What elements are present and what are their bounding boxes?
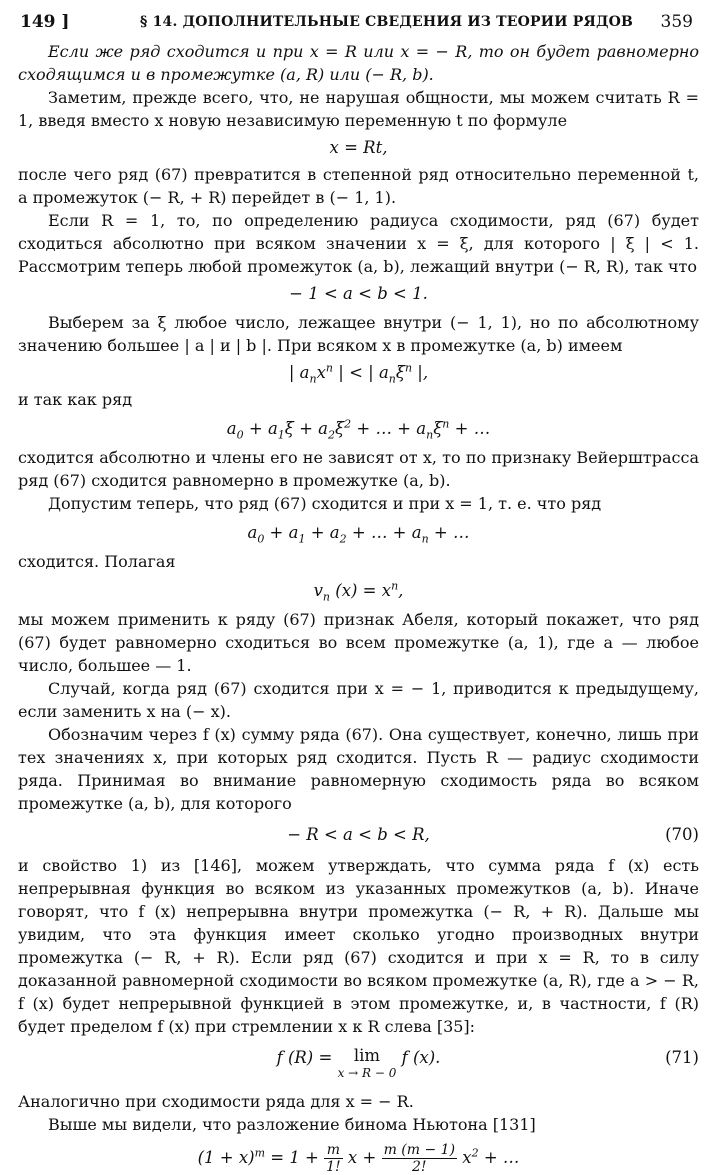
- paragraph: и так как ряд: [18, 390, 133, 409]
- paragraph: сходится абсолютно и члены его не зависят от x, то по признаку Вейерштрасса ряд (67) сходится равномерно в промежутке (a, b).: [18, 448, 699, 490]
- equation-number: (70): [665, 825, 699, 844]
- fraction: $\frac{m}{1!}$: [326, 1142, 341, 1175]
- running-title: § 14. ДОПОЛНИТЕЛЬНЫЕ СВЕДЕНИЯ ИЗ ТЕОРИИ РЯДОВ: [140, 14, 634, 30]
- formula: x = Rt,: [329, 138, 388, 157]
- paragraph: после чего ряд (67) превратится в степенной ряд относительно переменной t, а промежуток (− R, + R) перейдет в (− 1, 1).: [18, 165, 699, 207]
- page-number: 359: [660, 12, 693, 32]
- formula: − 1 < a < b < 1.: [289, 284, 428, 303]
- paragraph: Если R = 1, то, по определению радиуса сходимости, ряд (67) будет сходиться абсолютно при всяком значении x = ξ, для которого | ξ | < 1. Рассмотрим теперь любой промежуток (a, b), лежащий внутри (− R, R), так что: [18, 211, 699, 276]
- paragraph: и свойство 1) из [146], можем утверждать, что сумма ряда f (x) есть непрерывная функция во всяком из указанных промежутков (a, b). Иначе говорят, что f (x) непрерывна внутри промежутка (− R, + R). Дальше мы увидим, что эта функция имеет сколько угодно производных внутри промежутка (− R, + R). Если ряд (67) сходится и при x = R, то в силу доказанной равномерной сходимости во всяком промежутке (a, R), где a > − R, f (x) будет непрерывной функцией в этом промежутке, и, в частности, f (R) будет пределом f (x) при стремлении x к R слева [35]:: [18, 856, 700, 1036]
- paragraph: Случай, когда ряд (67) сходится при x = − 1, приводится к предыдущему, если заменить x на (− x).: [18, 679, 699, 721]
- paragraph: Выберем за ξ любое число, лежащее внутри (− 1, 1), но по абсолютному значению большее | a | и | b |. При всяком x в промежутке (a, b) имеем: [18, 313, 699, 355]
- paragraph: Если же ряд сходится и при x = R или x = − R, то он будет равномерно сходящимся и в промежутке (a, R) или (− R, b).: [18, 42, 699, 84]
- formula-71: f (R) = lim x → R − 0 f (x). (71): [276, 1046, 699, 1080]
- fraction: $\frac{m (m - 1)}{2!}$: [383, 1142, 456, 1175]
- formula: | $a_nx^n$ | < | $a_n\xi^n$ |,: [288, 361, 429, 386]
- formula: $a_0 + a_1 + a_2$ + … + $a_n$ + …: [247, 523, 470, 546]
- paragraph: сходится. Полагая: [18, 552, 176, 571]
- page-header: [20, 10, 693, 36]
- text-body: [18, 40, 699, 1175]
- formula-70: − R < a < b < R, (70): [287, 825, 699, 844]
- lim-operator: lim: [353, 1046, 381, 1065]
- formula: $v_n$ $(x) = x^n$,: [313, 579, 404, 604]
- paragraph-ref: 149 ]: [20, 12, 70, 32]
- paragraph: Аналогично при сходимости ряда для x = − R.: [18, 1092, 414, 1111]
- formula: $a_0 + a_1\xi + a_2\xi^2$ + … + $a_n\xi^n$ + …: [226, 417, 491, 442]
- equation-number: (71): [665, 1048, 699, 1067]
- paragraph: Допустим теперь, что ряд (67) сходится и при x = 1, т. е. что ряд: [48, 494, 602, 513]
- paragraph: мы можем применить к ряду (67) признак Абеля, который покажет, что ряд (67) будет равномерно сходиться во всем промежутке (a, 1), где a — любое число, большее — 1.: [18, 610, 699, 675]
- formula-binomial: $(1 + x)^m = 1$ + $\frac{m}{1!}$ x + $\frac{m (m - 1)}{2!}$ $x^2$ + …: [197, 1142, 520, 1175]
- paragraph: Заметим, прежде всего, что, не нарушая общности, мы можем считать R = 1, введя вместо x новую независимую переменную t по формуле: [18, 88, 699, 130]
- paragraph: Выше мы видели, что разложение бинома Ньютона [131]: [48, 1115, 536, 1134]
- paragraph: Обозначим через f (x) сумму ряда (67). Она существует, конечно, лишь при тех значениях x, при которых ряд сходится. Пусть R — радиус сходимости ряда. Принимая во внимание равномерную сходимость ряда во всяком промежутке (a, b), для которого: [18, 725, 699, 813]
